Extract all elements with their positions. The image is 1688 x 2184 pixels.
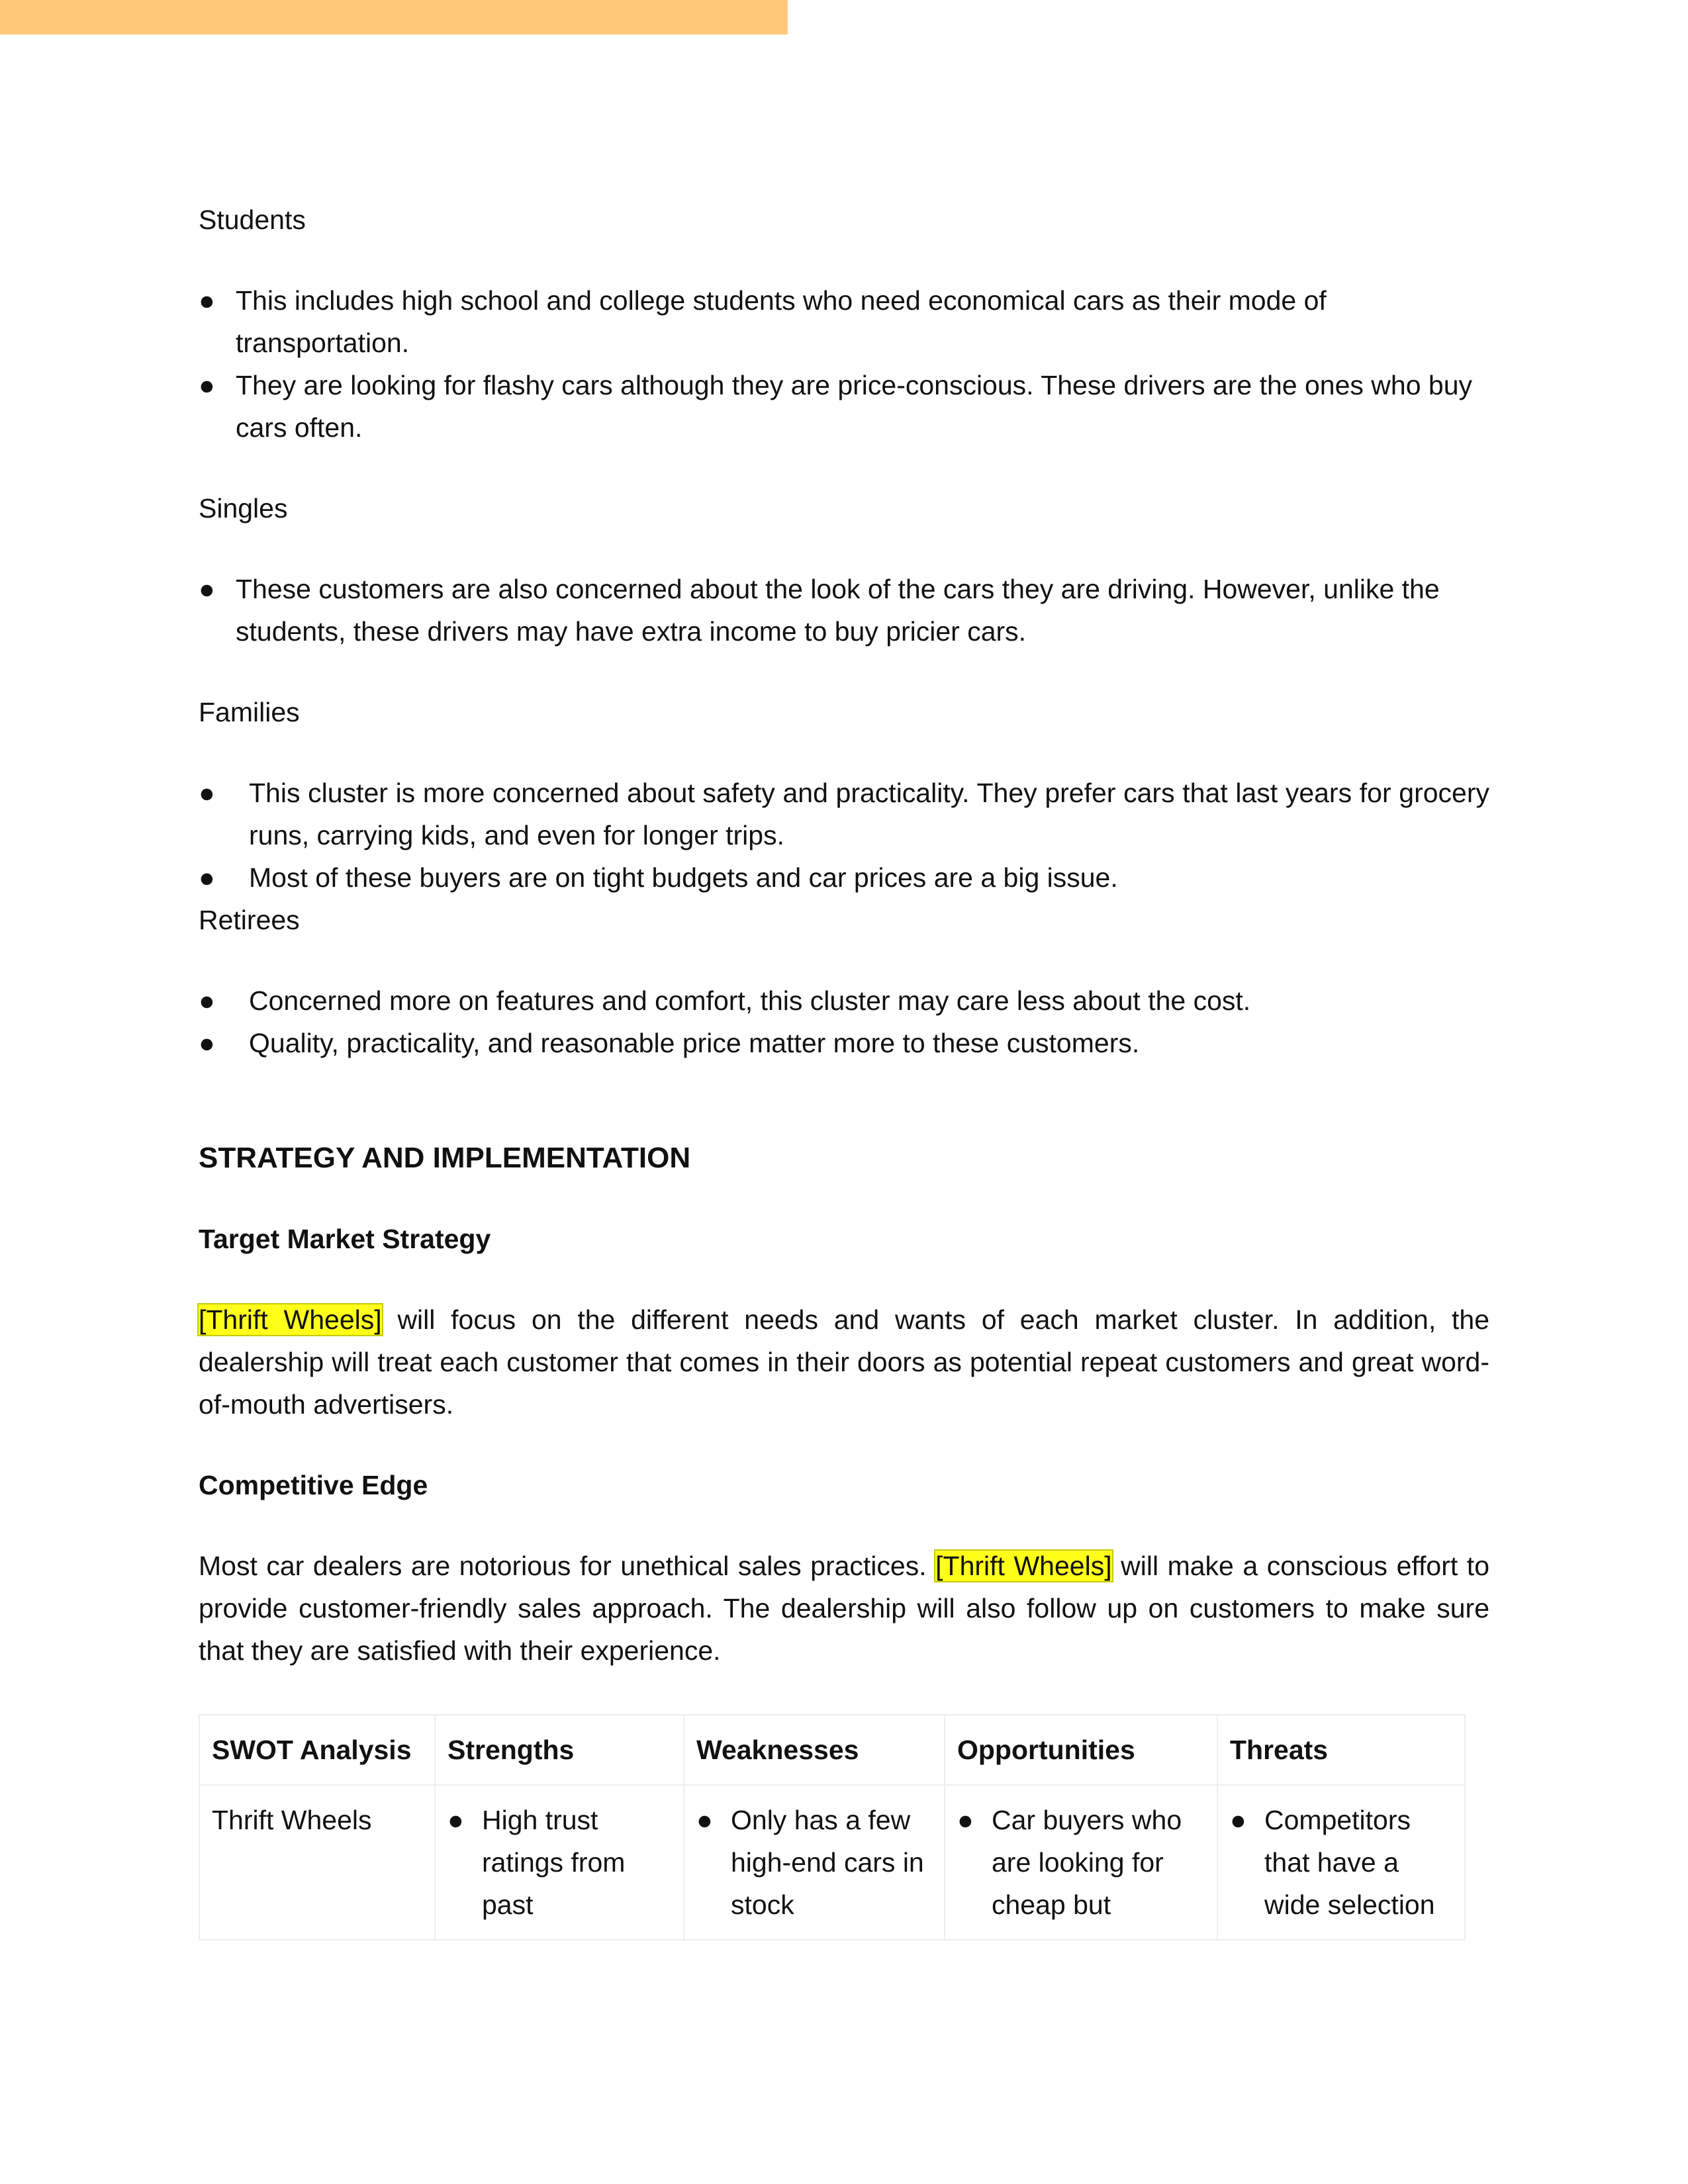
list-item: ● Quality, practicality, and reasonable price matter more to these customers. [199, 1022, 1489, 1064]
families-list [199, 772, 1489, 899]
table-row [199, 1785, 1465, 1940]
bullet-icon: ● [199, 370, 215, 400]
header-swot-analysis: SWOT Analysis [199, 1715, 435, 1785]
singles-list [199, 568, 1489, 653]
list-item: ● Concerned more on features and comfort, this cluster may care less about the cost. [199, 979, 1489, 1022]
strengths-cell: ● High trust ratings from past [435, 1785, 684, 1940]
bullet-icon: ● [957, 1805, 974, 1835]
header-opportunities: Opportunities [945, 1715, 1217, 1785]
header-strengths: Strengths [435, 1715, 684, 1785]
document-body [199, 199, 1489, 1940]
list-item: ● This includes high school and college students who need economical cars as their mode of transportation. [199, 279, 1489, 364]
segment-label-singles: Singles [199, 493, 288, 523]
threats-cell: ● Competitors that have a wide selection [1217, 1785, 1465, 1940]
header-threats: Threats [1217, 1715, 1465, 1785]
bullet-icon: ● [199, 574, 215, 604]
bullet-icon: ● [696, 1805, 713, 1835]
segment-label-students: Students [199, 205, 306, 235]
opportunities-cell: ● Car buyers who are looking for cheap but [945, 1785, 1217, 1940]
subheading-target-market: Target Market Strategy [199, 1224, 491, 1254]
students-list [199, 279, 1489, 449]
competitive-edge-paragraph: Most car dealers are notorious for unethical sales practices. [Thrift Wheels] will make a conscious effort to provide customer-friendly sales approach. The dealership will also follow up on customers to make sure that they are satisfied with their experience. [199, 1551, 1490, 1666]
section-heading: STRATEGY AND IMPLEMENTATION [199, 1142, 691, 1174]
bullet-icon: ● [199, 285, 215, 316]
company-name-highlight: [Thrift Wheels] [199, 1304, 382, 1335]
list-item: ● They are looking for flashy cars although they are price-conscious. These drivers are the ones who buy cars often. [199, 364, 1489, 449]
list-item: ● This cluster is more concerned about safety and practicality. They prefer cars that last years for grocery runs, carrying kids, and even for longer trips. [199, 772, 1489, 856]
weaknesses-cell: ● Only has a few high-end cars in stock [684, 1785, 945, 1940]
table-header-row [199, 1715, 1465, 1785]
bullet-icon: ● [447, 1805, 464, 1835]
swot-table [199, 1714, 1466, 1940]
segment-label-families: Families [199, 697, 300, 727]
header-weaknesses: Weaknesses [684, 1715, 945, 1785]
subheading-competitive-edge: Competitive Edge [199, 1470, 428, 1500]
bullet-icon: ● [1230, 1805, 1246, 1835]
row-label: Thrift Wheels [199, 1785, 435, 1940]
list-item: ● These customers are also concerned about the look of the cars they are driving. However, unlike the students, these drivers may have extra income to buy pricier cars. [199, 568, 1489, 653]
top-accent-bar [0, 0, 788, 34]
list-item: ● Most of these buyers are on tight budgets and car prices are a big issue. [199, 856, 1489, 899]
bullet-icon: ● [199, 985, 215, 1016]
target-market-paragraph: [Thrift Wheels] will focus on the different needs and wants of each market cluster. In addition, the dealership will treat each customer that comes in their doors as potential repeat customers and great word-of-mouth advertisers. [199, 1304, 1489, 1420]
bullet-icon: ● [199, 1028, 215, 1058]
segment-label-retirees: Retirees [199, 905, 300, 935]
retirees-list [199, 979, 1489, 1064]
bullet-icon: ● [199, 862, 215, 893]
company-name-highlight: [Thrift Wheels] [935, 1551, 1112, 1581]
bullet-icon: ● [199, 778, 215, 808]
